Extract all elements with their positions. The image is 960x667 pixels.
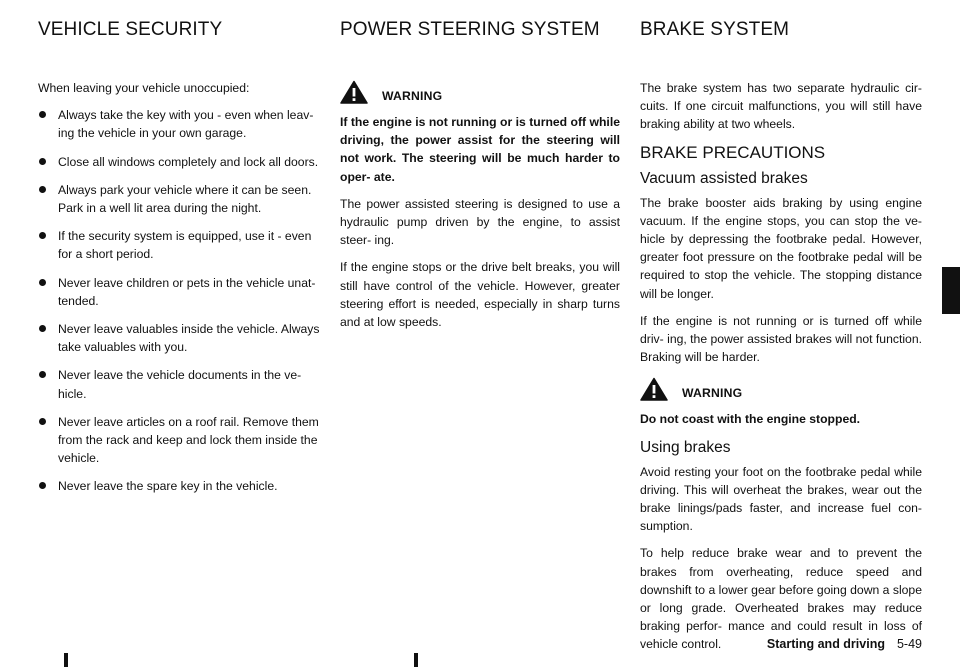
list-item — [38, 413, 320, 468]
brake-system-title: BRAKE SYSTEM — [640, 19, 790, 40]
brake-system-intro: The brake system has two separate hydraulic cir- cuits. If one circuit malfunctions, you will still have braking ability at two wheels. — [640, 81, 922, 132]
brake-precautions-heading: BRAKE PRECAUTIONS — [640, 142, 826, 162]
using-brakes-paragraph: To help reduce brake wear and to prevent the brakes from overheating, reduce speed and downshift to a lower gear before going down a slope or long grade. Overheated brakes may reduce braking perfor- mance and could result in loss of vehicle control. — [640, 546, 922, 652]
list-item-text: Never leave the spare key in the vehicle. — [58, 479, 278, 494]
bullet-icon — [39, 482, 46, 489]
bullet-icon — [39, 111, 46, 118]
bullet-icon — [39, 158, 46, 165]
bullet-icon — [39, 279, 46, 286]
warning-triangle-icon — [340, 80, 368, 104]
list-item — [38, 153, 320, 171]
power-steering-paragraph: If the engine stops or the drive belt breaks, you will still have control of the vehicle. However, greater steering effort is needed, especially in sharp turns and at low speeds. — [340, 260, 620, 330]
warning-triangle-icon — [640, 377, 668, 401]
list-item-text: Always park your vehicle where it can be seen. Park in a well lit area during the night. — [58, 182, 312, 216]
warning-header — [340, 78, 620, 104]
brake-system-content — [640, 79, 922, 663]
list-item-text: Never leave children or pets in the vehicle unat- tended. — [58, 275, 316, 308]
vacuum-brakes-heading: Vacuum assisted brakes — [640, 169, 808, 187]
list-item — [38, 366, 320, 402]
list-item — [38, 274, 320, 310]
vehicle-security-title: VEHICLE SECURITY — [38, 19, 223, 40]
warning-label: WARNING — [382, 89, 443, 103]
footer-chapter: Starting and driving — [766, 637, 885, 651]
page-footer — [767, 637, 922, 651]
crop-mark — [414, 653, 418, 667]
list-item-text: Never leave articles on a roof rail. Remove them from the rack and keep and lock them inside the vehicle. — [58, 414, 319, 466]
crop-mark — [64, 653, 68, 667]
using-brakes-paragraph: Avoid resting your foot on the footbrake pedal while driving. This will overheat the brakes, wear out the brake linings/pads faster, and increase fuel con- sumption. — [640, 464, 922, 534]
bullet-icon — [39, 186, 46, 193]
power-steering-title: POWER STEERING SYSTEM — [340, 19, 600, 40]
list-item-text: Never leave the vehicle documents in the ve- hicle. — [58, 368, 302, 401]
vehicle-security-intro: When leaving your vehicle unoccupied: — [38, 81, 250, 95]
using-brakes-heading: Using brakes — [640, 438, 731, 456]
chapter-tab-marker — [942, 267, 960, 314]
bullet-icon — [39, 232, 46, 239]
vacuum-brakes-paragraph: If the engine is not running or is turned off while driv- ing, the power assisted brakes will not function. Braking will be harder. — [640, 313, 922, 365]
page-number: 5-49 — [896, 637, 922, 651]
warning-header — [640, 375, 922, 401]
power-steering-content — [340, 78, 620, 340]
list-item — [38, 106, 320, 142]
bullet-icon — [39, 418, 46, 425]
list-item-text: Never leave valuables inside the vehicle. Always take valuables with you. — [58, 322, 320, 355]
brake-warning-text: Do not coast with the engine stopped. — [640, 412, 861, 427]
list-item — [38, 320, 320, 356]
list-item — [38, 227, 320, 263]
vacuum-brakes-paragraph: The brake booster aids braking by using engine vacuum. If the engine stops, you can stop the ve- hicle by depressing the footbrake pedal. However, greater foot pressure on the footbrake pedal will be required to stop the vehicle. The stopping distance will be longer. — [640, 195, 922, 301]
bullet-icon — [39, 325, 46, 332]
power-steering-paragraph: The power assisted steering is designed to use a hydraulic pump driven by the engine, to assist steer- ing. — [340, 196, 620, 248]
bullet-icon — [39, 371, 46, 378]
power-steering-warning-text: If the engine is not running or is turned off while driving, the power assist for the steering will not work. The steering will be much harder to oper- ate. — [340, 115, 620, 184]
list-item-text: Close all windows completely and lock all doors. — [58, 154, 319, 169]
vehicle-security-list — [38, 106, 320, 495]
list-item — [38, 477, 320, 495]
list-item-text: Always take the key with you - even when leav- ing the vehicle in your own garage. — [58, 108, 314, 141]
vehicle-security-content — [38, 79, 320, 506]
list-item — [38, 181, 320, 217]
warning-label: WARNING — [682, 386, 743, 401]
list-item-text: If the security system is equipped, use it - even for a short period. — [58, 229, 312, 262]
